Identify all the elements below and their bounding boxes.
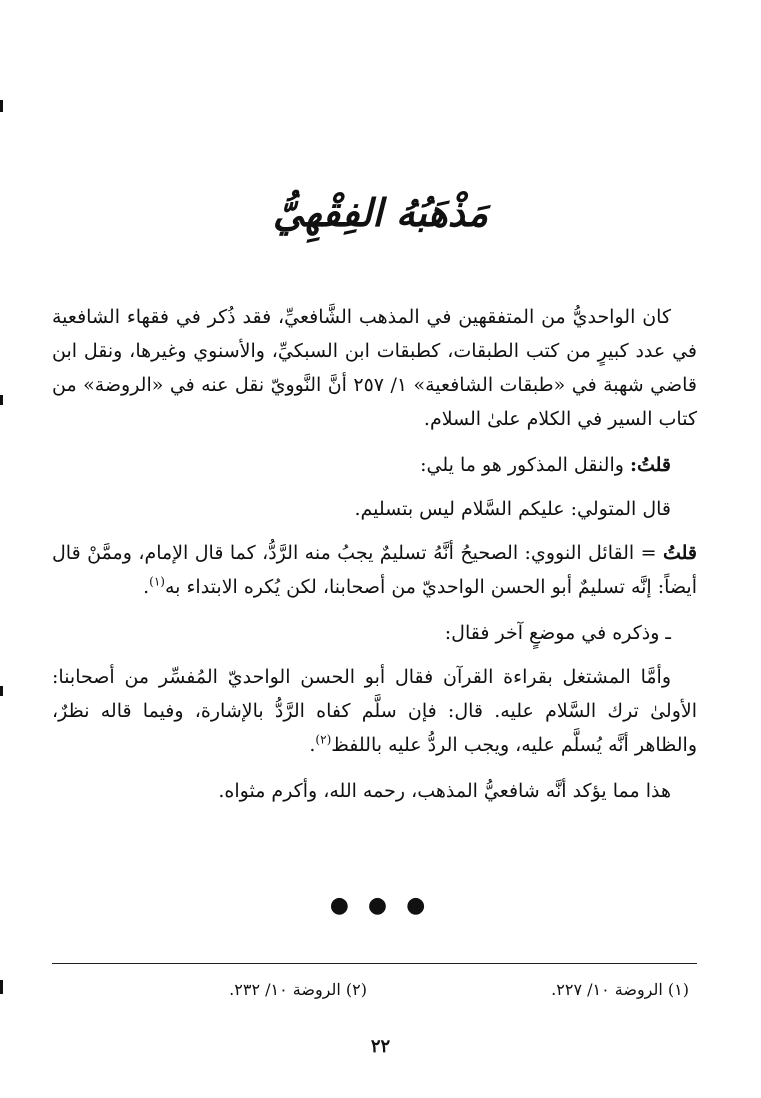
main-text xyxy=(52,300,697,820)
footnote-2: (٢) الروضة ١٠/ ٢٣٢. xyxy=(229,980,367,999)
paragraph-quran-reader xyxy=(52,660,697,762)
paragraph-mutawalli xyxy=(52,492,697,526)
section-separator: ● ● ● xyxy=(329,893,432,918)
paragraph-intro-text: كان الواحديُّ من المتفقهين في المذهب الشَّافعيِّ، فقد ذُكر في فقهاء الشافعية في عدد كبيرٍ من كتب الطبقات، كطبقات ابن السبكيِّ، والأسنوي وغيرها، ونقل ابن قاضي شهبة في «طبقات الشافعية» ١/ ٢٥٧ أنَّ النَّوويّ نقل عنه في «الروضة» من كتاب السير في الكلام علىٰ السلام. xyxy=(52,306,697,430)
paragraph-qultu-1-text: والنقل المذكور هو ما يلي: xyxy=(420,454,630,476)
section-heading: مَذْهَبُهُ الفِقْهِيُّ xyxy=(272,190,489,235)
paragraph-another-place-text: ـ وذكره في موضعٍ آخر فقال: xyxy=(444,622,671,644)
paragraph-quran-reader-text: وأمَّا المشتغل بقراءة القرآن فقال أبو الحسن الواحديّ المُفسِّر من أصحابنا: الأولىٰ ترك السَّلام عليه. قال: فإن سلَّم كفاه الرَّدُّ بالإشارة، وفيما قاله نظرٌ، والظاهر أنَّه يُسلَّم عليه، ويجب الردُّ عليه باللفظ xyxy=(52,666,697,756)
footnote-1: (١) الروضة ١٠/ ٢٢٧. xyxy=(551,980,689,999)
paragraph-qultu-2-text: = القائل النووي: الصحيحُ أنَّهُ تسليمٌ يجبُ منه الرَّدُّ، كما قال الإمام، وممَّنْ قال أيضاً: إنَّه تسليمٌ أبو الحسن الواحديّ من أصحابنا، لكن يُكره الابتداء به xyxy=(52,542,697,598)
paragraph-intro xyxy=(52,300,697,436)
margin-mark-left-top xyxy=(0,100,3,112)
qultu-label-2: قلتُ xyxy=(662,542,697,564)
paragraph-qultu-2-tail: . xyxy=(143,576,150,598)
footnote-rule xyxy=(52,963,697,964)
page-number: ٢٢ xyxy=(370,1036,391,1057)
paragraph-mutawalli-text: قال المتولي: عليكم السَّلام ليس بتسليم. xyxy=(354,498,671,520)
paragraph-qultu-1 xyxy=(52,448,697,482)
paragraph-another-place xyxy=(52,616,697,650)
paragraph-conclusion xyxy=(52,774,697,808)
margin-mark-left-middle xyxy=(0,395,3,405)
qultu-label-1: قلتُ: xyxy=(629,454,671,476)
footnotes xyxy=(52,980,697,999)
paragraph-quran-reader-tail: . xyxy=(309,734,316,756)
footnote-ref-2: (٢) xyxy=(315,732,332,747)
paragraph-conclusion-text: هذا مما يؤكد أنَّه شافعيُّ المذهب، رحمه الله، وأكرم مثواه. xyxy=(218,780,671,802)
paragraph-qultu-2 xyxy=(52,536,697,604)
margin-mark-left-bottom xyxy=(0,980,3,994)
footnote-ref-1: (١) xyxy=(149,574,165,589)
margin-mark-left-lower xyxy=(0,686,3,696)
